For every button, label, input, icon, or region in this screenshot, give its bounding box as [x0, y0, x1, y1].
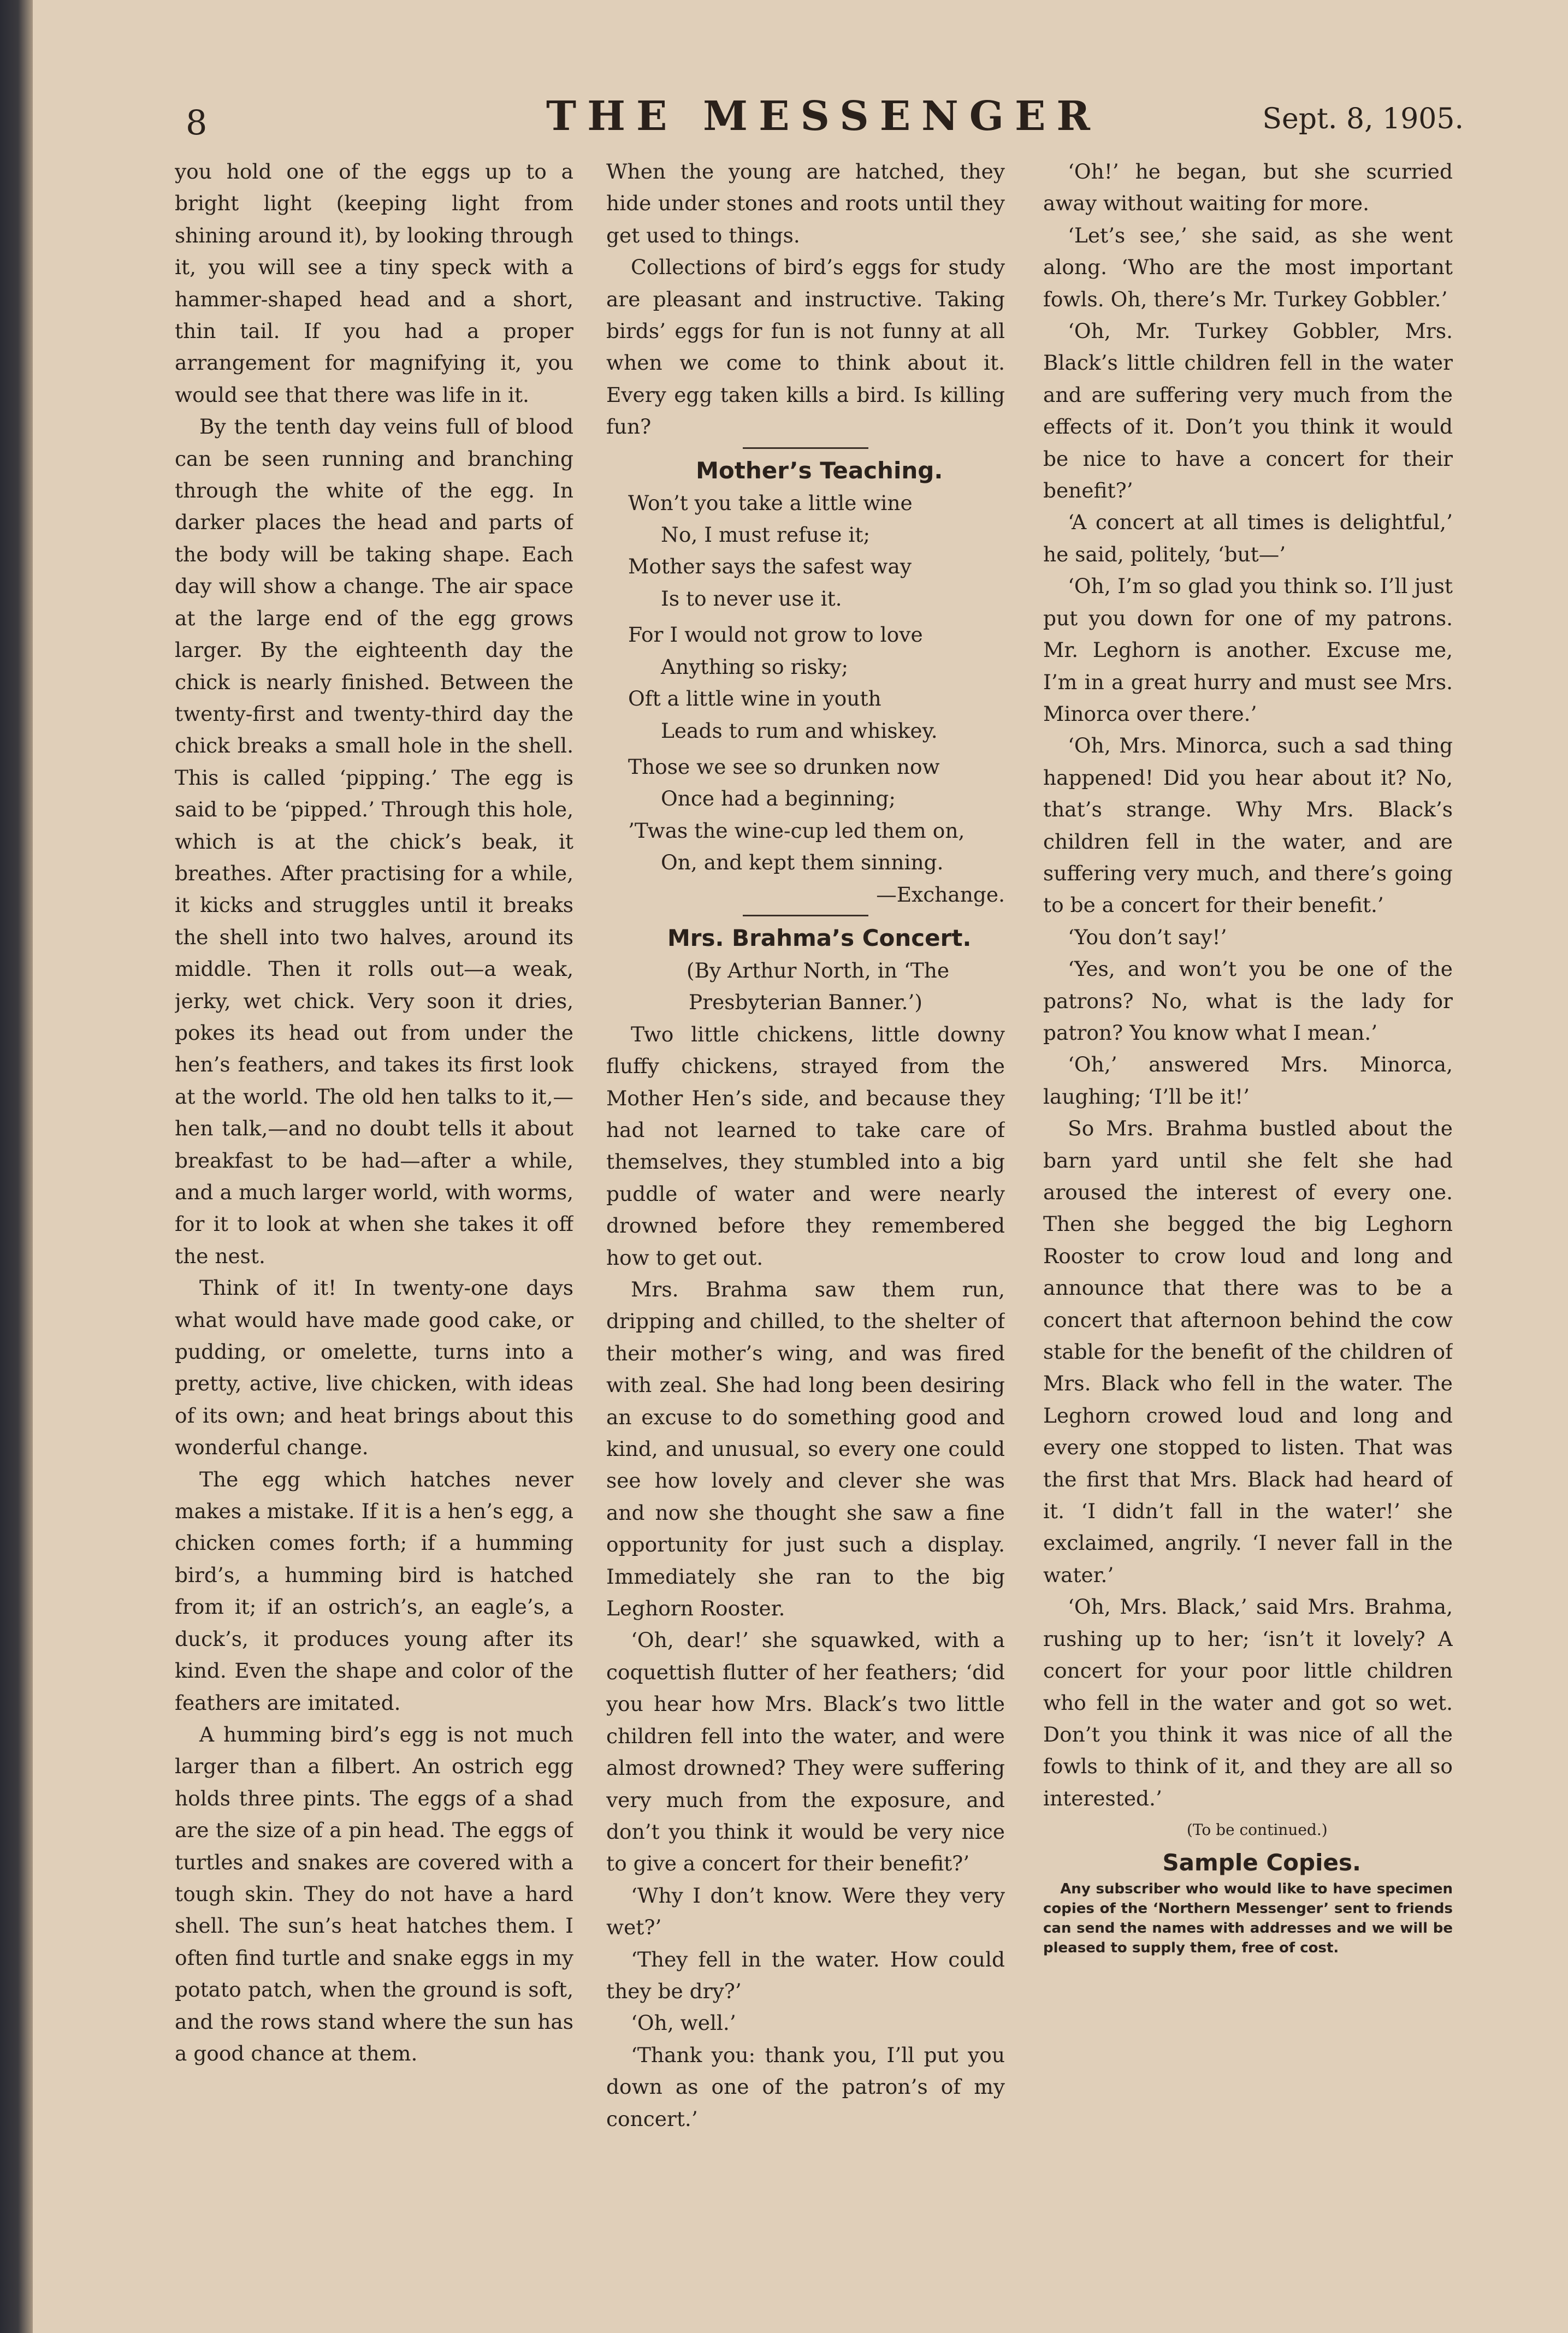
issue-date: Sept. 8, 1905. — [1262, 103, 1464, 135]
paragraph: ‘Oh, Mrs. Minorca, such a sad thing happened! Did you hear about it? No, that’s strange. Why Mrs. Black’s children fell in the water, and are suffering very much, and there’s going to be a concert for their benefit.’ — [1043, 733, 1453, 917]
paragraph: ‘Oh, I’m so glad you think so. I’ll just put you down for one of my patrons. Mr. Leghorn is another. Excuse me, I’m in a great hurry and must see Mrs. Minorca over there.’ — [1043, 574, 1453, 726]
poem-line: Oft a little wine in youth — [628, 686, 881, 711]
page-number: 8 — [186, 103, 208, 143]
paragraph: So Mrs. Brahma bustled about the barn yard until she felt she had aroused the interest of every one. Then she begged the big Leghorn Rooster to crow loud and long and announce that there was to be a concert that afternoon behind the cow stable for the benefit of the children of Mrs. Black who fell in the water. The Leghorn crowed loud and long and every one stopped to listen. That was the first that Mrs. Black had heard of it. ‘I didn’t fall in the water!’ she exclaimed, angrily. ‘I never fall in the water.’ — [1043, 1116, 1453, 1587]
poem-line: Those we see so drunken now — [628, 754, 940, 779]
poem-line: No, I must refuse it; — [661, 523, 871, 547]
poem-source: —Exchange. — [876, 882, 1005, 907]
article-columns — [175, 156, 1469, 2220]
paragraph: Think of it! In twenty-one days what would have made good cake, or pudding, or omelette, turns into a pretty, active, live chicken, with ideas of its own; and heat brings about this wonderful change. — [175, 1276, 573, 1460]
notice-title: Sample Copies. — [1162, 1849, 1361, 1876]
paragraph: ‘A concert at all times is delightful,’ he said, politely, ‘but—’ — [1043, 510, 1453, 566]
paragraph: ‘Oh, Mr. Turkey Gobbler, Mrs. Black’s little children fell in the water and are suffering very much from the effects of it. Don’t you think it would be nice to have a concert for their benefit?’ — [1043, 319, 1453, 503]
section-divider — [743, 915, 868, 916]
paragraph: A humming bird’s egg is not much larger than a filbert. An ostrich egg holds three pints. The eggs of a shad are the size of a pin head. The eggs of turtles and snakes are covered with a tough skin. They do not have a hard shell. The sun’s heat hatches them. I often find turtle and snake eggs in my potato patch, when the ground is soft, and the rows stand where the sun has a good chance at them. — [175, 1722, 573, 2065]
paragraph: ‘Oh!’ he began, but she scurried away without waiting for more. — [1043, 159, 1453, 216]
section-divider — [743, 447, 868, 449]
poem-line: On, and kept them sinning. — [661, 850, 944, 875]
paragraph: ‘Thank you: thank you, I’ll put you down as one of the patron’s of my concert.’ — [606, 2042, 1005, 2131]
paragraph: ‘Let’s see,’ she said, as she went along. ‘Who are the most important fowls. Oh, there’s Mr. Turkey Gobbler.’ — [1043, 223, 1453, 311]
story-title: Mrs. Brahma’s Concert. — [667, 924, 972, 951]
poem-line: Once had a beginning; — [661, 786, 896, 811]
continued-note: (To be continued.) — [1186, 1821, 1328, 1839]
paragraph: Mrs. Brahma saw them run, dripping and chilled, to the shelter of their mother’s wing, and was fired with zeal. She had long been desiring an excuse to do something good and kind, and unusual, so every one could see how lovely and clever she was and now she thought she saw a fine opportunity for just such a display. Immediately she ran to the big Leghorn Rooster. — [606, 1277, 1005, 1621]
poem-line: Anything so risky; — [661, 654, 849, 679]
paragraph: Collections of bird’s eggs for study are pleasant and instructive. Taking birds’ eggs for fun is not funny at all when we come to think about it. Every egg taken kills a bird. Is killing fun? — [606, 255, 1005, 439]
column-2 — [606, 156, 1005, 2220]
paragraph: Two little chickens, little downy fluffy chickens, strayed from the Mother Hen’s side, and because they had not learned to take care of themselves, they stumbled into a big puddle of water and were nearly drowned before they remembered how to get out. — [606, 1022, 1005, 1270]
paragraph: ‘Why I don’t know. Were they very wet?’ — [606, 1883, 1005, 1940]
masthead-title: THE MESSENGER — [546, 93, 1101, 140]
paragraph: ‘Oh, Mrs. Black,’ said Mrs. Brahma, rushing up to her; ‘isn’t it lovely? A concert for your poor little children who fell in the water and got so wet. Don’t you think it was nice of all the fowls to think of it, and they are all so interested.’ — [1043, 1595, 1453, 1810]
notice-text: Any subscriber who would like to have specimen copies of the ‘Northern Messenger’ sent to friends can send the names with addresses and we will be pleased to supply them, free of cost. — [1043, 1880, 1453, 1956]
column-1 — [175, 156, 573, 2220]
poem-line: ’Twas the wine-cup led them on, — [628, 818, 965, 843]
paragraph: By the tenth day veins full of blood can be seen running and branching through the white of the egg. In darker places the head and parts of the body will be taking shape. Each day will show a change. The air space at the large end of the egg grows larger. By the eighteenth day the chick is nearly finished. Between the twenty-first and twenty-third day the chick breaks a small hole in the shell. This is called ‘pipping.’ The egg is said to be ‘pipped.’ Through this hole, which is at the chick’s beak, it breathes. After practising for a while, it kicks and struggles until it breaks the shell into two halves, around its middle. Then it rolls out—a weak, jerky, wet chick. Very soon it dries, pokes its head out from under the hen’s feathers, and takes its first look at the world. The old hen talks to it,—hen talk,—and no doubt tells it about breakfast to be had—after a while, and a much larger world, with worms, for it to look at when she takes it off the nest. — [175, 415, 573, 1268]
paragraph: The egg which hatches never makes a mistake. If it is a hen’s egg, a chicken comes forth; if a humming bird’s, a humming bird is hatched from it; if an ostrich’s, an eagle’s, a duck’s, it produces young after its kind. Even the shape and color of the feathers are imitated. — [175, 1467, 573, 1715]
paragraph: ‘Oh, well.’ — [631, 2011, 736, 2035]
poem-line: Is to never use it. — [661, 586, 842, 611]
poem-line: For I would not grow to love — [628, 623, 923, 647]
paragraph: ‘Oh,’ answered Mrs. Minorca, laughing; ‘I’ll be it!’ — [1043, 1052, 1453, 1109]
poem-line: Mother says the safest way — [628, 554, 912, 579]
poem-line: Leads to rum and whiskey. — [661, 718, 938, 743]
paragraph: When the young are hatched, they hide under stones and roots until they get used to things. — [606, 159, 1005, 247]
poem-title: Mother’s Teaching. — [696, 457, 943, 484]
page-binding-edge — [0, 0, 33, 2333]
paragraph: ‘Yes, and won’t you be one of the patrons? No, what is the lady for patron? You know what I mean.’ — [1043, 957, 1453, 1045]
masthead — [186, 93, 1464, 153]
column-3 — [1043, 156, 1453, 2220]
paragraph: ‘They fell in the water. How could they be dry?’ — [606, 1947, 1005, 2003]
paragraph: ‘Oh, dear!’ she squawked, with a coquettish flutter of her feathers; ‘did you hear how Mrs. Black’s two little children fell into the water, and were almost drowned? They were suffering very much from the exposure, and don’t you think it would be very nice to give a concert for their benefit?’ — [606, 1628, 1005, 1876]
poem — [606, 487, 1005, 910]
poem-line: Won’t you take a little wine — [628, 490, 913, 515]
paragraph: you hold one of the eggs up to a bright light (keeping light from shining around it), by looking through it, you will see a tiny speck with a hammer-shaped head and a short, thin tail. If you had a proper arrangement for magnifying it, you would see that there was life in it. — [175, 159, 573, 407]
paragraph: ‘You don’t say!’ — [1068, 925, 1227, 949]
byline: (By Arthur North, in ‘The Presbyterian Banner.’) — [686, 958, 950, 1015]
